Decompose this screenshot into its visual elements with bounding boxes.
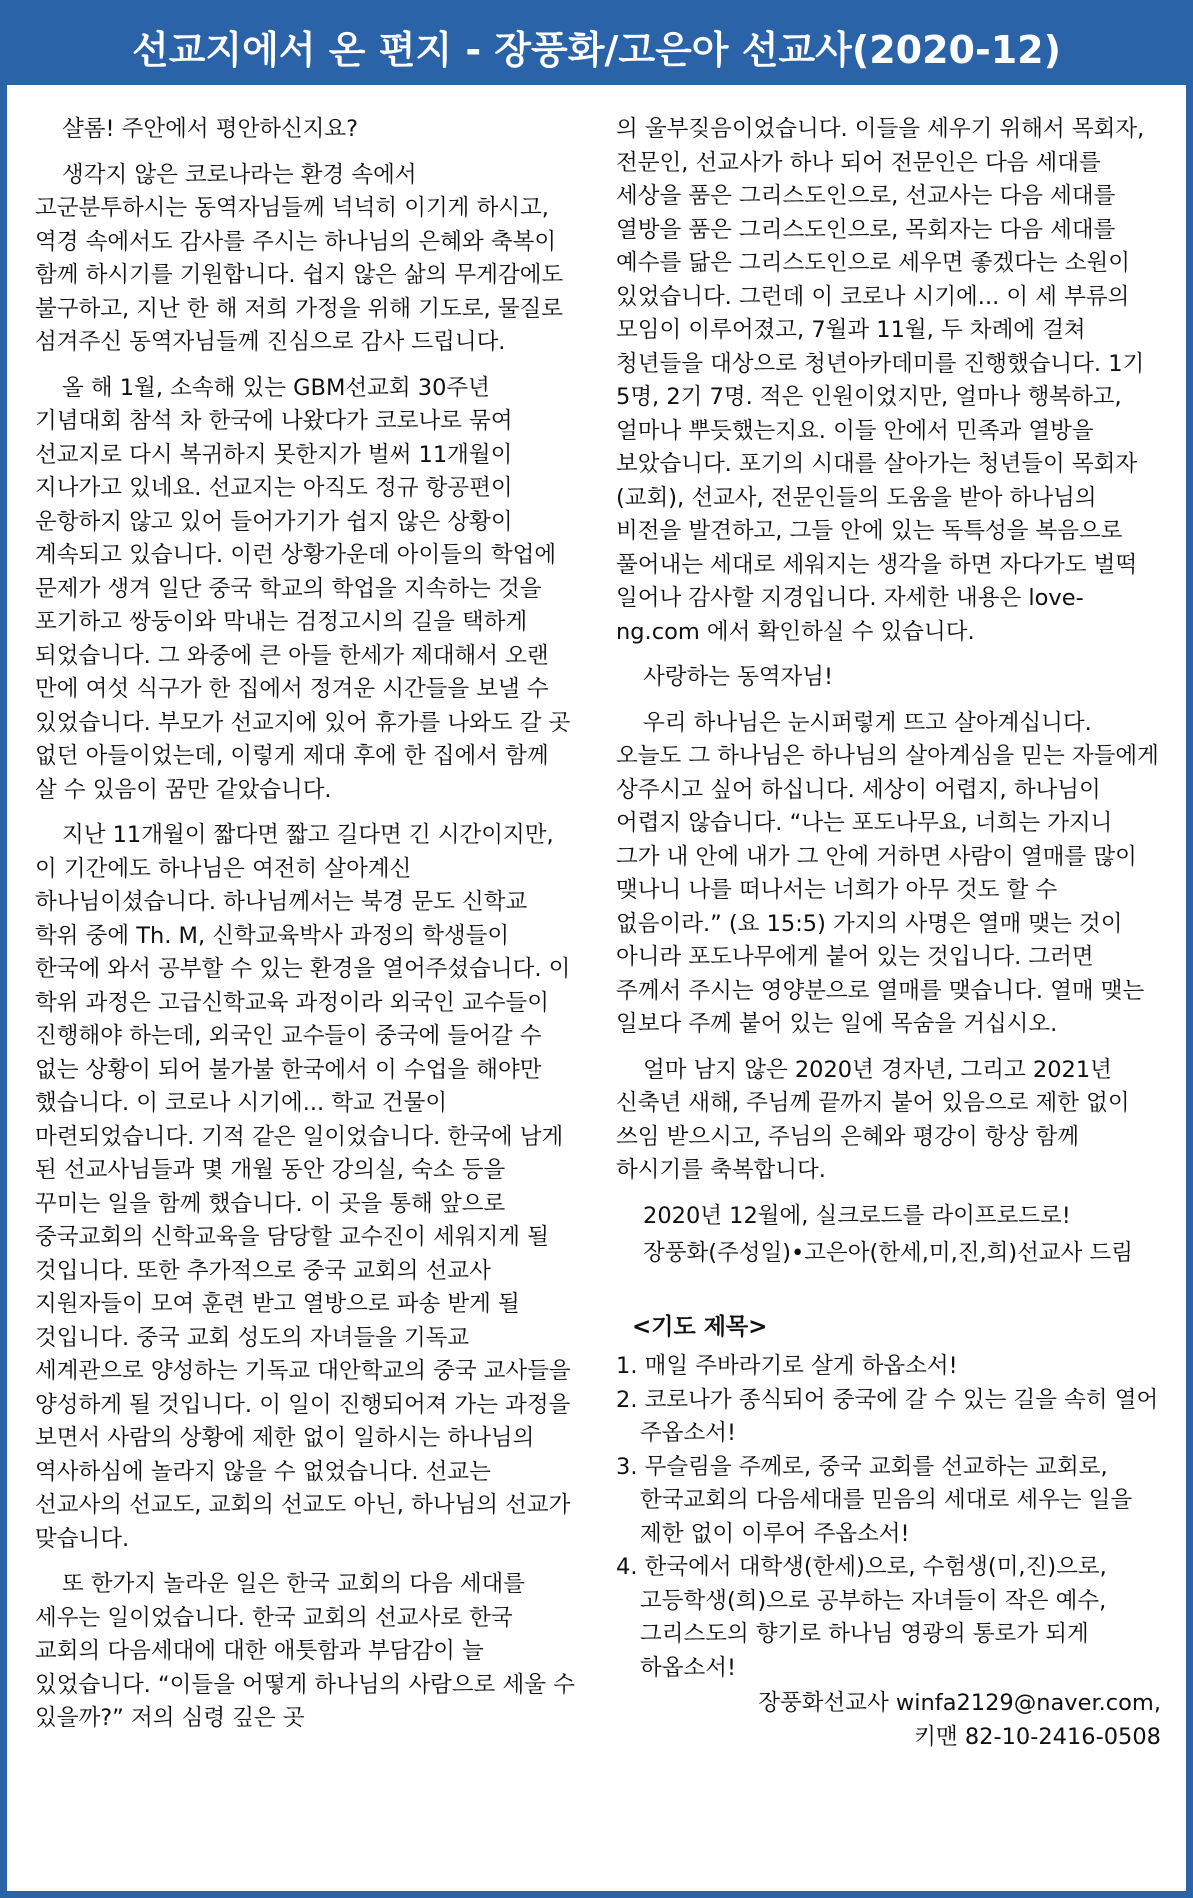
signature: 장풍화(주성일)•고은아(한세,미,진,희)선교사 드림	[643, 1240, 1133, 1266]
letter-paragraph: 얼마 남지 않은 2020년 경자년, 그리고 2021년 신축년 새해, 주님께 끝까지 붙어 있음으로 제한 없이 쓰임 받으시고, 주님의 은혜와 평강이 항상 함께 하시기를 축복합니다.	[616, 1056, 1130, 1183]
letter-paragraph: 우리 하나님은 눈시퍼렇게 뜨고 살아계십니다. 오늘도 그 하나님은 하나님의 살아계심을 믿는 자들에게 상주시고 싶어 하십니다. 세상이 어렵지, 하나님이 어렵지 않습니다. “나는 포도나무요, 너희는 가지니 그가 내 안에 내가 그 안에 거하면 사람이 열매를 많이 맺나니 나를 떠나서는 너희가 아무 것도 할 수 없음이라.” (요 15:5) 가지의 사명은 열매 맺는 것이 아니라 포도나무에게 붙어 있는 것입니다. 그러면 주께서 주시는 영양분으로 열매를 맺습니다. 열매 맺는 일보다 주께 붙어 있는 일에 목숨을 거십시오.	[616, 709, 1159, 1037]
contact-phone: 키맨 82-10-2416-0508	[914, 1723, 1161, 1750]
letter-right-column	[616, 113, 1161, 1754]
greeting: 샬롬! 주안에서 평안하신지요?	[62, 116, 359, 142]
letter-paragraph: 생각지 않은 코로나라는 환경 속에서 고군분투하시는 동역자님들께 넉넉히 이기게 하시고, 역경 속에서도 감사를 주시는 하나님의 은혜와 축복이 함께 하시기를 기원합니다. 쉽지 않은 삶의 무게감에도 불구하고, 지난 한 해 저희 가정을 위해 기도로, 물질로 섬겨주신 동역자님들께 진심으로 감사 드립니다.	[35, 161, 564, 355]
prayer-item: 2. 코로나가 종식되어 중국에 갈 수 있는 길을 속히 열어 주옵소서!	[616, 1386, 1159, 1446]
prayer-item: 4. 한국에서 대학생(한세)으로, 수험생(미,진)으로, 고등학생(희)으로 공부하는 자녀들이 작은 예수, 그리스도의 향기로 하나님 영광의 통로가 되게 하옵소서!	[616, 1554, 1107, 1681]
letter-paragraph: 의 울부짖음이었습니다. 이들을 세우기 위해서 목회자, 전문인, 선교사가 하나 되어 전문인은 다음 세대를 세상을 품은 그리스도인으로, 선교사는 다음 세대를 열방을 품은 그리스도인으로, 목회자는 다음 세대를 예수를 닮은 그리스도인으로 세우면 좋겠다는 소원이 있었습니다. 그런데 이 코로나 시기에... 이 세 부류의 모임이 이루어졌고, 7월과 11월, 두 차례에 걸쳐 청년들을 대상으로 청년아카데미를 진행했습니다. 1기 5명, 2기 7명. 적은 인원이었지만, 얼마나 행복하고, 얼마나 뿌듯했는지요. 이들 안에서 민족과 열방을 보았습니다. 포기의 시대를 살아가는 청년들이 목회자(교회), 선교사, 전문인들의 도움을 받아 하나님의 비전을 발견하고, 그들 안에 있는 독특성을 복음으로 풀어내는 세대로 세워지는 생각을 하면 자다가도 벌떡 일어나 감사할 지경입니다. 자세한 내용은 love-ng.com 에서 확인하실 수 있습니다.	[616, 116, 1145, 645]
closing-line: 2020년 12월에, 실크로드를 라이프로드로!	[643, 1202, 1071, 1229]
prayer-title: <기도 제목>	[632, 1313, 768, 1340]
contact-email: 장풍화선교사 winfa2129@naver.com,	[758, 1690, 1161, 1716]
salutation: 사랑하는 동역자님!	[643, 664, 834, 690]
page-title: 선교지에서 온 편지 - 장풍화/고은아 선교사(2020-12)	[7, 7, 1186, 85]
letter-paragraph: 또 한가지 놀라운 일은 한국 교회의 다음 세대를 세우는 일이었습니다. 한국 교회의 선교사로 한국 교회의 다음세대에 대한 애틋함과 부담감이 늘 있었습니다. “이들을 어떻게 하나님의 사람으로 세울 수 있을까?” 저의 심령 깊은 곳	[35, 1571, 575, 1731]
prayer-item: 1. 매일 주바라기로 살게 하옵소서!	[616, 1353, 958, 1379]
letter-paragraph: 지난 11개월이 짧다면 짧고 길다면 긴 시간이지만, 이 기간에도 하나님은 여전히 살아계신 하나님이셨습니다. 하나님께서는 북경 문도 신학교 학위 중에 Th. M, 신학교육박사 과정의 학생들이 한국에 와서 공부할 수 있는 환경을 열어주셨습니다. 이 학위 과정은 고급신학교육 과정이라 외국인 교수들이 진행해야 하는데, 외국인 교수들이 중국에 들어갈 수 없는 상황이 되어 불가불 한국에서 이 수업을 해야만 했습니다. 이 코로나 시기에... 학교 건물이 마련되었습니다. 기적 같은 일이었습니다. 한국에 남게 된 선교사님들과 몇 개월 동안 강의실, 숙소 등을 꾸미는 일을 함께 했습니다. 이 곳을 통해 앞으로 중국교회의 신학교육을 담당할 교수진이 세워지게 될 것입니다. 또한 추가적으로 중국 교회의 선교사 지원자들이 모여 훈련 받고 열방으로 파송 받게 될 것입니다. 중국 교회 성도의 자녀들을 기독교 세계관으로 양성하는 기독교 대안학교의 중국 교사들을 양성하게 될 것입니다. 이 일이 진행되어져 가는 과정을 보면서 사람의 상황에 제한 없이 일하시는 하나님의 역사하심에 놀라지 않을 수 없었습니다. 선교는 선교사의 선교도, 교회의 선교도 아닌, 하나님의 선교가 맞습니다.	[35, 822, 571, 1552]
prayer-list	[616, 1350, 1161, 1685]
contact-info	[616, 1687, 1161, 1754]
letter-left-column	[35, 113, 575, 1748]
prayer-item: 3. 무슬림을 주께로, 중국 교회를 선교하는 교회로, 한국교회의 다음세대를 믿음의 세대로 세우는 일을 제한 없이 이루어 주옵소서!	[616, 1453, 1133, 1547]
letter-paragraph: 올 해 1월, 소속해 있는 GBM선교회 30주년 기념대회 참석 차 한국에 나왔다가 코로나로 묶여 선교지로 다시 복귀하지 못한지가 벌써 11개월이 지나가고 있네요. 선교지는 아직도 정규 항공편이 운항하지 않고 있어 들어가기가 쉽지 않은 상황이 계속되고 있습니다. 이런 상황가운데 아이들의 학업에 문제가 생겨 일단 중국 학교의 학업을 지속하는 것을 포기하고 쌍둥이와 막내는 검정고시의 길을 택하게 되었습니다. 그 와중에 큰 아들 한세가 제대해서 오랜 만에 여섯 식구가 한 집에서 정겨운 시간들을 보낼 수 있었습니다. 부모가 선교지에 있어 휴가를 나와도 갈 곳 없던 아들이었는데, 이렇게 제대 후에 한 집에서 함께 살 수 있음이 꿈만 같았습니다.	[35, 374, 571, 803]
